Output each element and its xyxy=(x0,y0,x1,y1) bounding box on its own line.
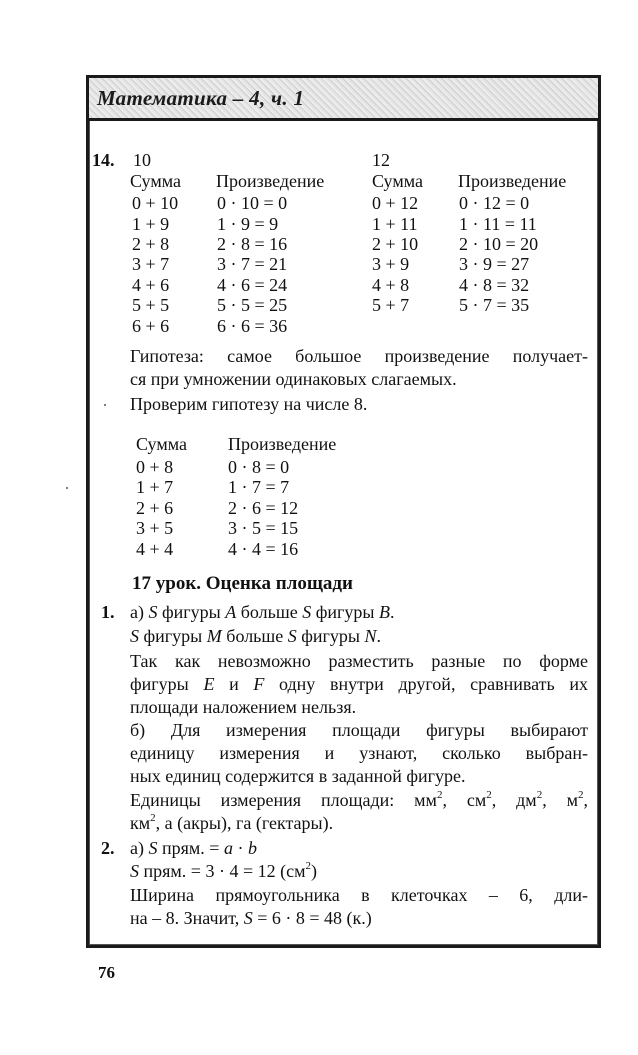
task-number: 1. xyxy=(101,602,115,622)
superscript: 2 xyxy=(578,789,584,801)
superscript: 2 xyxy=(150,812,156,824)
figure-letter: N xyxy=(364,626,377,646)
area-symbol: S xyxy=(287,626,297,646)
scan-speck xyxy=(104,404,106,406)
task-number: 14. xyxy=(92,150,115,170)
units-line xyxy=(130,812,588,835)
text-run: прям. = 3 · 4 = 12 (см xyxy=(139,861,306,881)
product-cell: 5 · 7 = 35 xyxy=(459,295,530,315)
text-run: фигуры xyxy=(139,626,207,646)
scan-speck xyxy=(66,487,68,489)
product-cell: 4 · 8 = 32 xyxy=(459,275,530,295)
text-run: · xyxy=(232,838,248,858)
sum-cell: 3 + 7 xyxy=(132,254,170,274)
col-sum-header: Сумма xyxy=(136,434,187,454)
product-cell: 1 · 9 = 9 xyxy=(217,214,279,234)
sum-cell: 6 + 6 xyxy=(132,316,170,336)
area-symbol: S xyxy=(148,838,158,858)
text-run: фигуры xyxy=(296,626,365,646)
col-product-header: Произведение xyxy=(216,171,325,191)
check-line: Проверим гипотезу на числе 8. xyxy=(130,394,368,414)
item-label: а) xyxy=(130,838,149,858)
variable: b xyxy=(247,838,257,858)
product-cell: 0 · 10 = 0 xyxy=(217,193,288,213)
text-run: . xyxy=(390,602,395,622)
sum-cell: 0 + 8 xyxy=(136,457,174,477)
product-cell: 4 · 6 = 24 xyxy=(217,275,288,295)
task1-b-text: ных единиц содержится в заданной фигуре. xyxy=(130,766,466,786)
sum-cell: 3 + 9 xyxy=(372,254,410,274)
sum-cell: 1 + 7 xyxy=(136,477,174,497)
text-run: фигуры xyxy=(130,674,204,694)
task1-a-text: площади наложением нельзя. xyxy=(130,697,357,717)
col-sum-header: Сумма xyxy=(130,171,181,191)
product-cell: 2 · 8 = 16 xyxy=(217,234,288,254)
task1-a-text: Так как невозможно разместить разные по форме xyxy=(130,651,588,671)
product-cell: 3 · 7 = 21 xyxy=(217,254,288,274)
hypothesis-line: ся при умножении одинаковых слагаемых. xyxy=(130,369,457,389)
sum-cell: 5 + 7 xyxy=(372,295,410,315)
sum-cell: 4 + 6 xyxy=(132,275,170,295)
area-symbol: S xyxy=(148,602,158,622)
text-run: и xyxy=(214,674,254,694)
product-cell: 6 · 6 = 36 xyxy=(217,316,288,336)
text-run: , а (акры), га (гектары). xyxy=(155,813,334,833)
product-cell: 3 · 5 = 15 xyxy=(228,518,299,538)
sum-cell: 4 + 8 xyxy=(372,275,410,295)
sum-cell: 0 + 10 xyxy=(132,193,179,213)
hypothesis-line: Гипотеза: самое большое произведение получает- xyxy=(130,346,588,366)
sum-cell: 2 + 8 xyxy=(132,234,170,254)
col-product-header: Произведение xyxy=(228,434,337,454)
figure-letter: F xyxy=(253,674,265,694)
col-product-header: Произведение xyxy=(458,171,567,191)
book-title: Математика – 4, ч. 1 xyxy=(97,86,305,110)
task-number: 2. xyxy=(101,838,115,858)
task1-a-text xyxy=(130,673,588,696)
product-cell: 1 · 11 = 11 xyxy=(459,214,537,234)
figure-letter: M xyxy=(206,626,222,646)
sum-cell: 4 + 4 xyxy=(136,539,174,559)
area-symbol: S xyxy=(302,602,312,622)
text-run: км xyxy=(130,813,151,833)
figure-letter: A xyxy=(225,602,237,622)
superscript: 2 xyxy=(486,789,492,801)
block-12-head: 12 xyxy=(372,150,390,170)
col-sum-header: Сумма xyxy=(372,171,423,191)
product-cell: 0 · 8 = 0 xyxy=(228,457,290,477)
page-number: 76 xyxy=(98,963,115,982)
superscript: 2 xyxy=(536,789,543,801)
text-run: фигуры xyxy=(157,602,226,622)
product-cell: 2 · 10 = 20 xyxy=(459,234,539,254)
book-header xyxy=(86,75,601,121)
product-cell: 3 · 9 = 27 xyxy=(459,254,530,274)
text-run: фигуры xyxy=(311,602,380,622)
task2-formula xyxy=(130,837,588,860)
task2-text: Ширина прямоугольника в клеточках – 6, дли- xyxy=(130,885,588,905)
text-run: , м xyxy=(542,790,578,810)
task2-text xyxy=(130,907,588,930)
superscript: 2 xyxy=(436,789,443,801)
units-line xyxy=(130,789,588,812)
task1-b-text: единицу измерения и узнают, сколько выбран- xyxy=(130,743,588,763)
task1-a-line1 xyxy=(130,601,588,624)
text-run: , дм xyxy=(491,790,537,810)
text-run: ) xyxy=(310,861,317,881)
text-run: прям. = xyxy=(157,838,224,858)
product-cell: 4 · 4 = 16 xyxy=(228,539,299,559)
text-run: одну внутри другой, сравнивать их xyxy=(264,674,588,694)
sum-cell: 5 + 5 xyxy=(132,295,170,315)
text-run: Единицы измерения площади: мм xyxy=(130,790,437,810)
sum-cell: 0 + 12 xyxy=(372,193,419,213)
product-cell: 2 · 6 = 12 xyxy=(228,498,299,518)
sum-cell: 2 + 10 xyxy=(372,234,419,254)
product-cell: 0 · 12 = 0 xyxy=(459,193,530,213)
area-symbol: S xyxy=(130,626,139,646)
area-symbol: S xyxy=(130,861,139,881)
block-10-head: 10 xyxy=(133,150,151,170)
figure-letter: E xyxy=(203,674,215,694)
text-run: больше xyxy=(236,602,303,622)
sum-cell: 1 + 9 xyxy=(132,214,170,234)
task1-a-line2 xyxy=(130,625,588,648)
superscript: 2 xyxy=(305,860,311,872)
sum-cell: 2 + 6 xyxy=(136,498,174,518)
text-run: , xyxy=(583,790,588,810)
text-run: , см xyxy=(442,790,487,810)
product-cell: 1 · 7 = 7 xyxy=(228,477,290,497)
task2-calc xyxy=(130,860,588,883)
product-cell: 5 · 5 = 25 xyxy=(217,295,288,315)
figure-letter: B xyxy=(379,602,391,622)
sum-cell: 1 + 11 xyxy=(372,214,418,234)
sum-cell: 3 + 5 xyxy=(136,518,174,538)
text-run: больше xyxy=(221,626,288,646)
text-run: . xyxy=(376,626,382,646)
item-label: а) xyxy=(130,602,144,622)
lesson-heading: 17 урок. Оценка площади xyxy=(132,573,353,594)
variable: a xyxy=(223,838,233,858)
task1-b-text: б) Для измерения площади фигуры выбирают xyxy=(130,720,588,740)
area-symbol: S xyxy=(243,908,253,928)
text-run: = 6 · 8 = 48 (к.) xyxy=(252,908,372,928)
text-run: на – 8. Значит, xyxy=(130,908,244,928)
